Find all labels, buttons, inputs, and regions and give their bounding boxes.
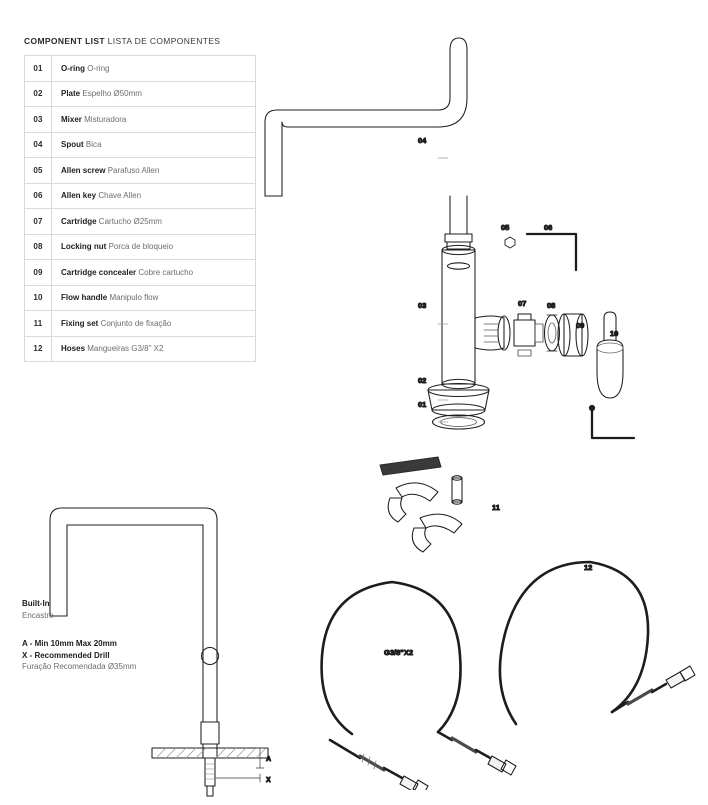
callout-fixing-set: 11 xyxy=(492,503,500,512)
row-number: 05 xyxy=(25,158,52,184)
row-number: 12 xyxy=(25,336,52,362)
row-description xyxy=(52,311,256,337)
dimension-x-marker: X xyxy=(266,777,271,784)
row-name-en: Allen screw xyxy=(61,165,106,175)
callout-plate: 02 xyxy=(418,376,427,385)
row-name-pt: Chave Allen xyxy=(98,191,142,201)
callout-locking-nut: 08 xyxy=(547,301,556,310)
row-description xyxy=(52,209,256,235)
dimension-x xyxy=(216,774,260,782)
row-name-en: Fixing set xyxy=(61,318,99,328)
dimension-x-note: X - Recommended Drill xyxy=(22,650,110,660)
row-name-en: Spout xyxy=(61,140,84,150)
row-name-pt: Conjunto de fixação xyxy=(100,318,172,328)
fixing-set-part xyxy=(380,457,462,552)
callout-hoses: 12 xyxy=(584,563,593,572)
row-name-en: Hoses xyxy=(61,344,86,354)
row-number: 08 xyxy=(25,234,52,260)
leader-lines xyxy=(438,158,448,422)
row-name-pt: Cobre cartucho xyxy=(138,267,194,277)
row-name-en: Flow handle xyxy=(61,293,108,303)
row-number: 11 xyxy=(25,311,52,337)
countertop xyxy=(152,748,268,758)
row-name-en: Plate xyxy=(61,89,81,99)
cartridge-part xyxy=(514,314,543,356)
row-name-pt: Misturadora xyxy=(84,114,127,124)
callout-mixer: 03 xyxy=(418,301,427,310)
row-number: 09 xyxy=(25,260,52,286)
row-name-pt: Espelho Ø50mm xyxy=(82,89,142,99)
callout-oring: 01 xyxy=(418,400,427,409)
table-row xyxy=(25,285,256,311)
dimension-a xyxy=(256,748,264,768)
flow-handle-part xyxy=(597,312,623,398)
allen-screw-part xyxy=(505,237,515,248)
hose-right-part xyxy=(500,562,695,724)
allen-key-part xyxy=(527,234,576,270)
component-list-table xyxy=(24,55,256,362)
builtin-label-pt: Encastre xyxy=(22,610,54,620)
row-description xyxy=(52,260,256,286)
table-row xyxy=(25,183,256,209)
row-number: 04 xyxy=(25,132,52,158)
locking-nut-part xyxy=(545,315,560,351)
exploded-assembly-drawing xyxy=(252,18,652,453)
row-description xyxy=(52,107,256,133)
row-name-pt: Bica xyxy=(85,140,102,150)
installation-notes xyxy=(22,598,222,673)
hose-size-label: G3/8"X2 xyxy=(384,648,413,657)
table-row xyxy=(25,234,256,260)
row-name-pt: Cartucho Ø25mm xyxy=(98,216,162,226)
row-name-pt: Manipulo flow xyxy=(109,293,159,303)
table-row xyxy=(25,311,256,337)
row-name-en: O-ring xyxy=(61,63,85,73)
dimension-a-marker: A xyxy=(266,756,272,763)
row-number: 02 xyxy=(25,81,52,107)
table-row xyxy=(25,336,256,362)
table-row xyxy=(25,132,256,158)
component-list-title-en: COMPONENT LIST xyxy=(24,36,105,46)
table-row xyxy=(25,56,256,82)
callout-cartridge: 07 xyxy=(518,299,527,308)
callout-spout: 04 xyxy=(418,136,427,145)
row-number: 06 xyxy=(25,183,52,209)
callout-flow-handle: 10 xyxy=(610,329,619,338)
row-number: 01 xyxy=(25,56,52,82)
row-name-en: Cartridge xyxy=(61,216,97,226)
mixer-body-part xyxy=(442,245,510,388)
component-list-title xyxy=(24,36,256,46)
side-shank xyxy=(205,758,215,796)
row-name-en: Locking nut xyxy=(61,242,107,252)
row-name-pt: Mangueiras G3/8" X2 xyxy=(87,344,164,354)
row-name-en: Allen key xyxy=(61,191,97,201)
hoses-and-fixing-drawing xyxy=(300,440,700,795)
row-name-en: Mixer xyxy=(61,114,82,124)
row-description xyxy=(52,158,256,184)
row-description xyxy=(52,56,256,82)
row-name-en: Cartridge concealer xyxy=(61,267,137,277)
table-row xyxy=(25,260,256,286)
row-number: 10 xyxy=(25,285,52,311)
spout-part xyxy=(265,38,472,249)
allen-key-lower-part xyxy=(589,405,634,438)
callout-allen-screw: 05 xyxy=(501,223,510,232)
plate-part xyxy=(428,384,489,417)
callout-allen-key: 06 xyxy=(544,223,553,232)
hose-left-part xyxy=(322,582,516,790)
cartridge-concealer-part xyxy=(558,314,588,356)
dimension-a-note: A - Min 10mm Max 20mm xyxy=(22,639,117,649)
table-row xyxy=(25,81,256,107)
table-row xyxy=(25,209,256,235)
row-description xyxy=(52,285,256,311)
component-list xyxy=(24,36,256,362)
callout-concealer: 09 xyxy=(576,321,585,330)
row-description xyxy=(52,81,256,107)
oring-part xyxy=(433,415,485,429)
table-row xyxy=(25,107,256,133)
row-description xyxy=(52,183,256,209)
row-name-pt: O-ring xyxy=(87,63,110,73)
row-description xyxy=(52,234,256,260)
table-row xyxy=(25,158,256,184)
row-number: 03 xyxy=(25,107,52,133)
builtin-label-en: Built-In xyxy=(22,599,50,608)
row-name-pt: Parafuso Allen xyxy=(107,165,160,175)
row-name-pt: Porca de bloqueio xyxy=(108,242,174,252)
component-list-title-pt: LISTA DE COMPONENTES xyxy=(107,36,221,46)
row-description xyxy=(52,132,256,158)
row-number: 07 xyxy=(25,209,52,235)
row-description xyxy=(52,336,256,362)
dimension-x-note-pt: Furação Recomendada Ø35mm xyxy=(22,662,137,672)
